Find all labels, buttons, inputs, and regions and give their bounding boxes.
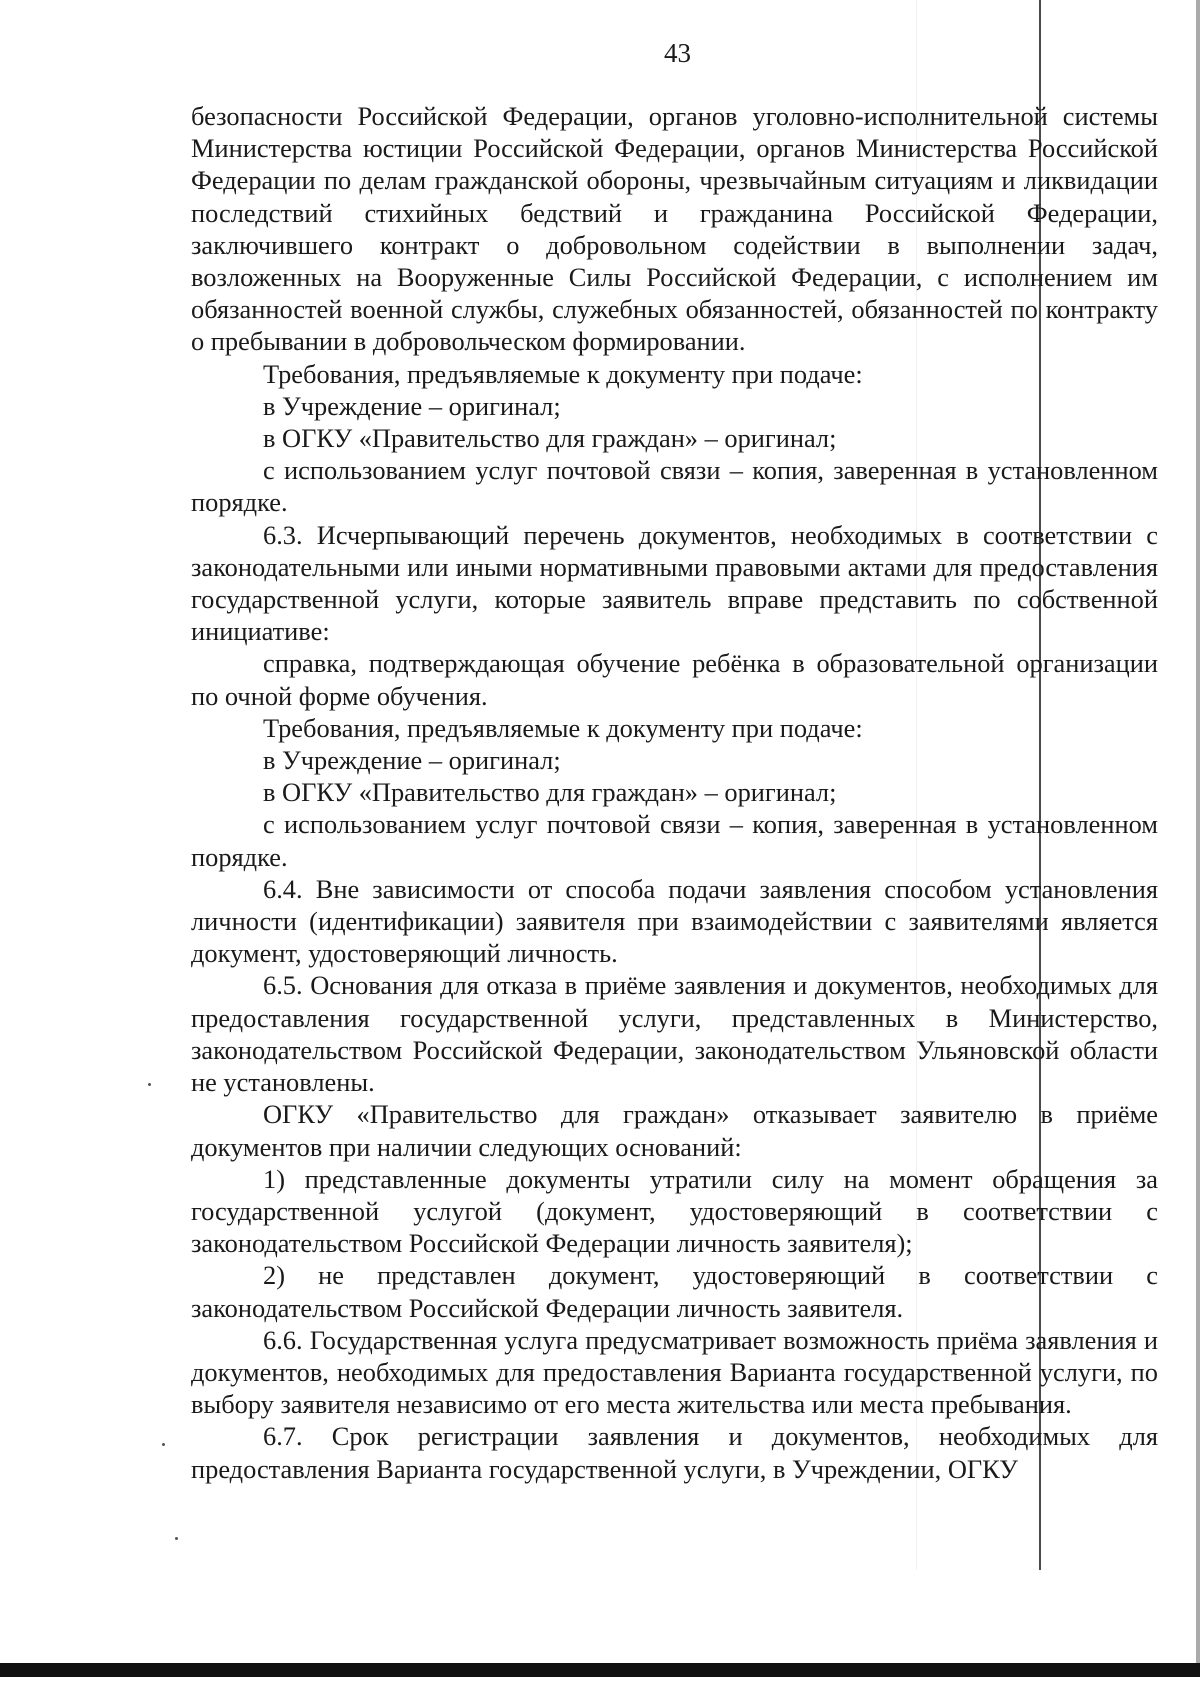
paragraph: с использованием услуг почтовой связи – копия, заверенная в установленном порядке. [191,455,1158,518]
paragraph: безопасности Российской Федерации, органов уголовно-исполнительной системы Министерства юстиции Российской Федерации, органов Министерства Российской Федерации по делам гражданской обороны, чрезвычайным ситуациям и ликвидации последствий стихийных бедствий и гражданина Российской Федерации, заключившего контракт о добровольном содействии в выполнении задач, возложенных на Вооруженные Силы Российской Федерации, с исполнением им обязанностей военной службы, служебных обязанностей, обязанностей по контракту о пребывании в добровольческом формировании. [191,101,1158,357]
scan-speck [162,1443,165,1446]
paragraph: 6.5. Основания для отказа в приёме заявления и документов, необходимых для предоставления государственной услуги, представленных в Министерство, законодательством Российской Федерации, законодательством Ульяновской области не установлены. [191,970,1158,1098]
paragraph: в Учреждение – оригинал; [263,745,561,776]
paragraph: 6.3. Исчерпывающий перечень документов, необходимых в соответствии с законодательными или иными нормативными правовыми актами для предоставления государственной услуги, которые заявитель вправе представить по собственной инициативе: [191,519,1158,647]
paragraph: 1) представленные документы утратили силу на момент обращения за государственной услугой (документ, удостоверяющий в соответствии с законодательством Российской Федерации личность заявителя); [191,1163,1158,1259]
scan-right-edge [1196,0,1200,1697]
paragraph: 6.4. Вне зависимости от способа подачи заявления способом установления личности (идентификации) заявителя при взаимодействии с заявителями является документ, удостоверяющий личность. [191,873,1158,969]
paragraph: Требования, предъявляемые к документу при подаче: [263,712,863,743]
paragraph: Требования, предъявляемые к документу при подаче: [263,358,863,389]
paragraph: в Учреждение – оригинал; [263,390,561,421]
paragraph: в ОГКУ «Правительство для граждан» – оригинал; [263,777,837,808]
page-number: 43 [664,38,691,68]
paragraph: в ОГКУ «Правительство для граждан» – оригинал; [263,423,837,454]
paragraph: 6.6. Государственная услуга предусматривает возможность приёма заявления и документов, необходимых для предоставления Варианта государственной услуги, по выбору заявителя независимо от его места жительства или места пребывания. [191,1324,1158,1420]
paragraph: с использованием услуг почтовой связи – копия, заверенная в установленном порядке. [191,809,1158,872]
scan-speck [148,1083,151,1086]
paragraph: 6.7. Срок регистрации заявления и документов, необходимых для предоставления Варианта государственной услуги, в Учреждении, ОГКУ [191,1421,1158,1484]
scan-bottom-margin [0,1677,1200,1697]
paragraph: ОГКУ «Правительство для граждан» отказывает заявителю в приёме документов при наличии следующих оснований: [191,1099,1158,1162]
document-body [191,100,1158,1485]
paragraph: справка, подтверждающая обучение ребёнка в образовательной организации по очной форме обучения. [191,648,1158,711]
scan-speck [175,1537,178,1540]
paragraph: 2) не представлен документ, удостоверяющий в соответствии с законодательством Российской Федерации личность заявителя. [191,1260,1158,1323]
